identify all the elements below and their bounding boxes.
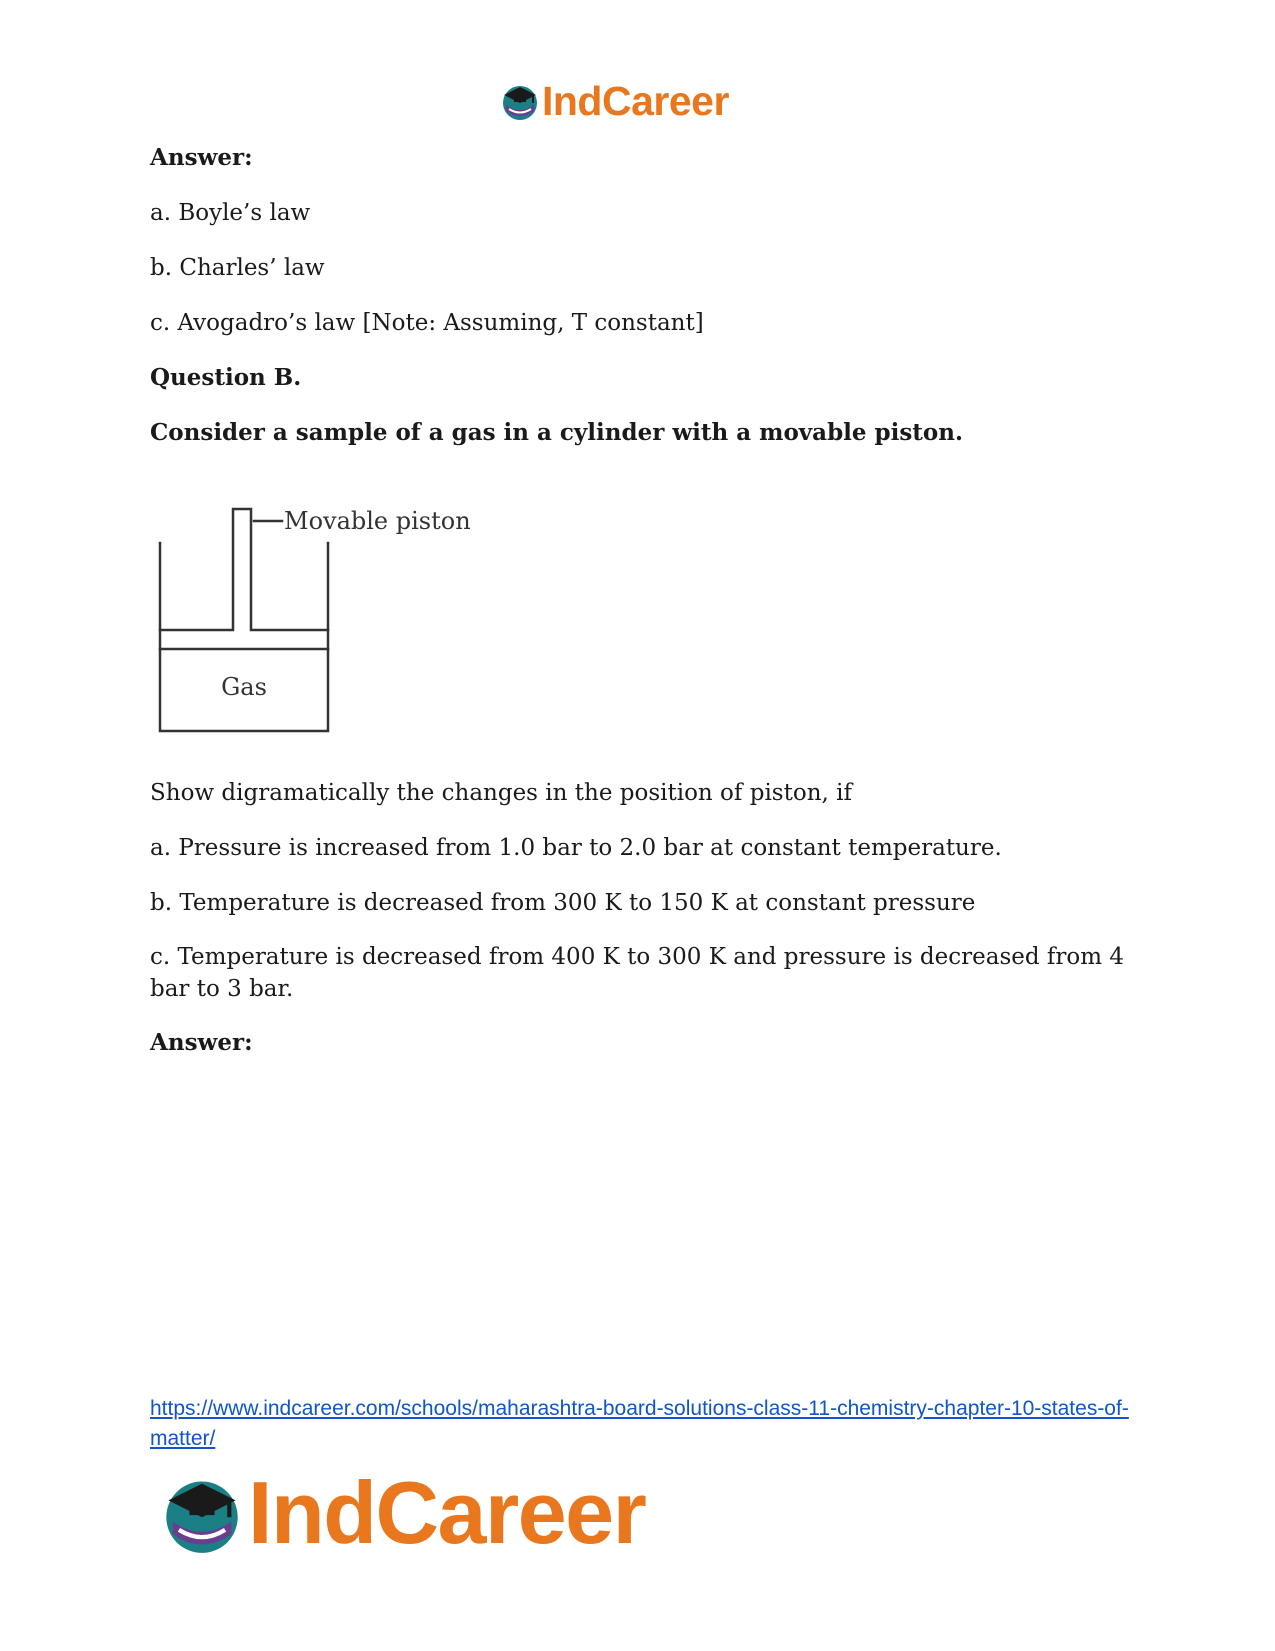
logo-wordmark: IndCareer	[248, 1463, 646, 1562]
answer-b: b. Charles’ law	[150, 255, 325, 281]
question-item-c: c. Temperature is decreased from 400 K to 300 K and pressure is decreased from 4 bar to 3 bar.	[150, 944, 1125, 1002]
graduation-cap-globe-icon	[160, 1471, 244, 1555]
question-item-b: b. Temperature is decreased from 300 K to 150 K at constant pressure	[150, 890, 976, 916]
cylinder-piston-diagram	[150, 495, 480, 745]
header-logo	[500, 78, 729, 124]
answer-heading-2: Answer:	[150, 1029, 253, 1056]
source-url-link[interactable]: https://www.indcareer.com/schools/maharashtra-board-solutions-class-11-chemistry-chapter-10-states-of-matter/	[150, 1397, 1129, 1450]
instruction-text: Show digramatically the changes in the position of piston, if	[150, 780, 853, 806]
piston-label: Movable piston	[284, 507, 471, 535]
answer-a: a. Boyle’s law	[150, 200, 311, 226]
answer-c: c. Avogadro’s law [Note: Assuming, T constant]	[150, 310, 704, 336]
graduation-cap-globe-icon	[500, 81, 540, 121]
footer-logo	[160, 1465, 645, 1561]
cylinder-outline	[160, 543, 328, 731]
question-text: Consider a sample of a gas in a cylinder with a movable piston.	[150, 419, 963, 446]
logo-wordmark: IndCareer	[542, 78, 729, 124]
question-heading: Question B.	[150, 364, 302, 391]
question-item-a: a. Pressure is increased from 1.0 bar to 2.0 bar at constant temperature.	[150, 835, 1002, 861]
gas-label: Gas	[221, 673, 267, 701]
answer-heading: Answer:	[150, 144, 253, 171]
